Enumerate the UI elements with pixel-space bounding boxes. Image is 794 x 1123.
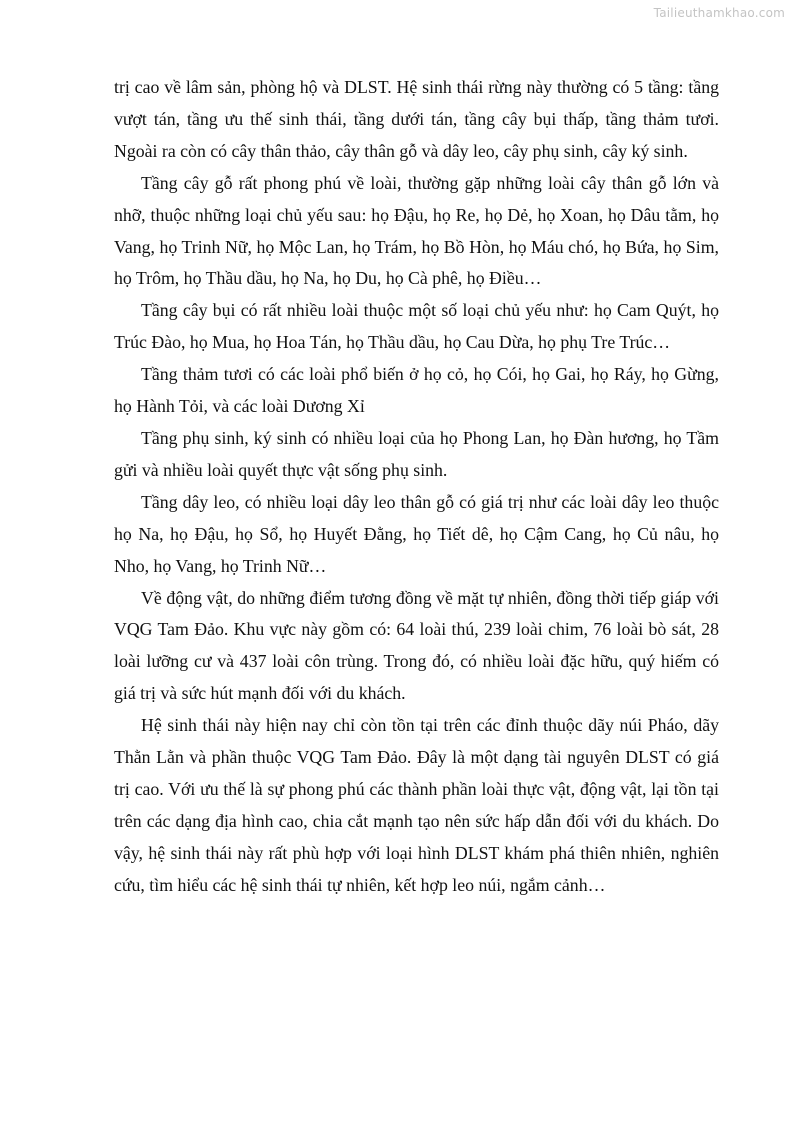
paragraph-tree-layer: Tầng cây gỗ rất phong phú về loài, thường gặp những loài cây thân gỗ lớn và nhỡ, thuộc những loại chủ yếu sau: họ Đậu, họ Re, họ Dẻ, họ Xoan, họ Dâu tằm, họ Vang, họ Trinh Nữ, họ Mộc Lan, họ Trám, họ Bồ Hòn, họ Máu chó, họ Bứa, họ Sim, họ Trôm, họ Thầu dầu, họ Na, họ Du, họ Cà phê, họ Điều…	[114, 172, 719, 289]
paragraph-fauna: Về động vật, do những điểm tương đồng về mặt tự nhiên, đồng thời tiếp giáp với VQG Tam Đảo. Khu vực này gồm có: 64 loài thú, 239 loài chim, 76 loài bò sát, 28 loài lưỡng cư và 437 loài côn trùng. Trong đó, có nhiều loài đặc hữu, quý hiếm có giá trị và sức hút mạnh đối với du khách.	[114, 587, 719, 704]
watermark-text: Tailieuthamkhao.com	[653, 6, 785, 20]
document-body	[114, 72, 719, 902]
paragraph-epiphyte-layer: Tầng phụ sinh, ký sinh có nhiều loại của họ Phong Lan, họ Đàn hương, họ Tầm gửi và nhiều loài quyết thực vật sống phụ sinh.	[114, 427, 719, 480]
paragraph-ecosystem-value: Hệ sinh thái này hiện nay chỉ còn tồn tại trên các đỉnh thuộc dãy núi Pháo, dãy Thằn Lằn và phần thuộc VQG Tam Đảo. Đây là một dạng tài nguyên DLST có giá trị cao. Với ưu thế là sự phong phú các thành phần loài thực vật, động vật, lại tồn tại trên các dạng địa hình cao, chia cắt mạnh tạo nên sức hấp dẫn đối với du khách. Do vậy, hệ sinh thái này rất phù hợp với loại hình DLST khám phá thiên nhiên, nghiên cứu, tìm hiểu các hệ sinh thái tự nhiên, kết hợp leo núi, ngắm cảnh…	[114, 715, 719, 895]
paragraph-liana-layer: Tầng dây leo, có nhiều loại dây leo thân gỗ có giá trị như các loài dây leo thuộc họ Na, họ Đậu, họ Sổ, họ Huyết Đằng, họ Tiết dê, họ Cậm Cang, họ Củ nâu, họ Nho, họ Vang, họ Trinh Nữ…	[114, 491, 719, 576]
paragraph-continued-ecosystem: trị cao về lâm sản, phòng hộ và DLST. Hệ sinh thái rừng này thường có 5 tầng: tầng vượt tán, tầng ưu thế sinh thái, tầng dưới tán, tầng cây bụi thấp, tầng thảm tươi. Ngoài ra còn có cây thân thảo, cây thân gỗ và dây leo, cây phụ sinh, cây ký sinh.	[114, 77, 719, 161]
paragraph-ground-cover-layer: Tầng thảm tươi có các loài phổ biến ở họ cỏ, họ Cói, họ Gai, họ Ráy, họ Gừng, họ Hành Tỏi, và các loài Dương Xỉ	[114, 364, 719, 417]
paragraph-shrub-layer: Tầng cây bụi có rất nhiều loài thuộc một số loại chủ yếu như: họ Cam Quýt, họ Trúc Đào, họ Mua, họ Hoa Tán, họ Thầu dầu, họ Cau Dừa, họ phụ Tre Trúc…	[114, 300, 719, 353]
